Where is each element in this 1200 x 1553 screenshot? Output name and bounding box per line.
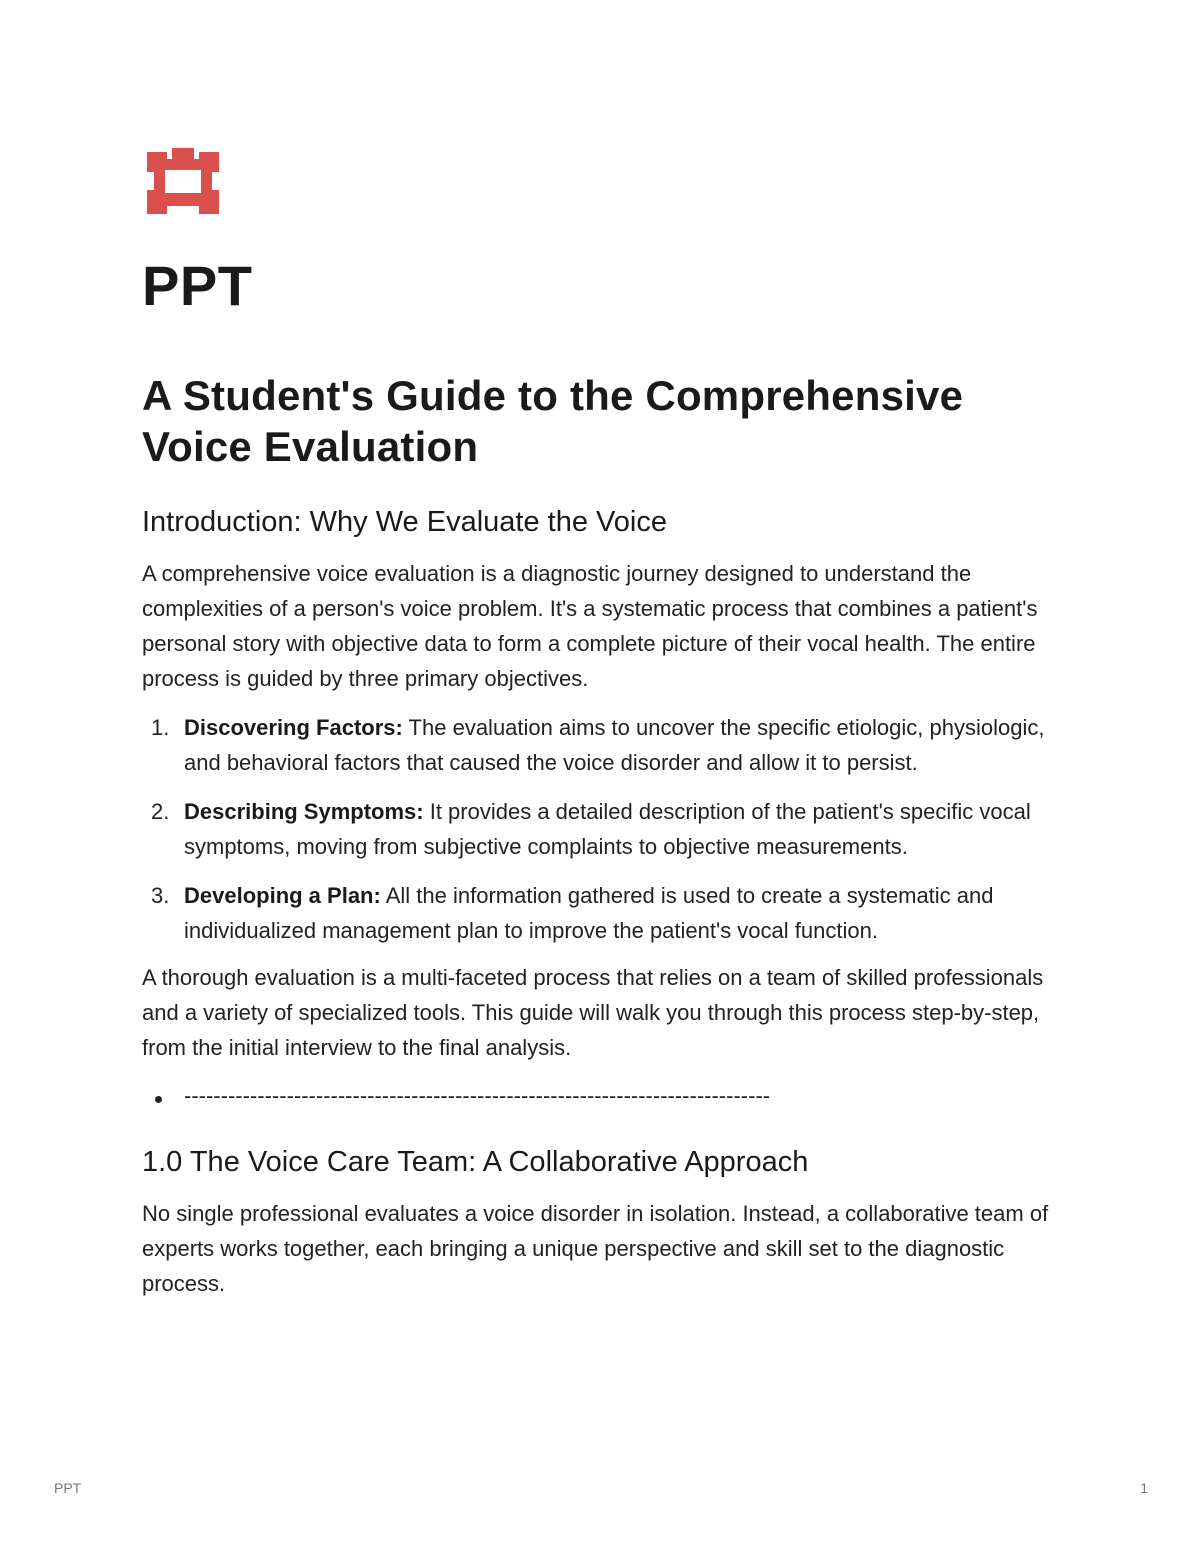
castle-frame-icon [146,147,220,215]
list-item-number: 2. [151,799,170,824]
section-paragraph: No single professional evaluates a voice disorder in isolation. Instead, a collaborative team of experts works together, each bringing a unique perspective and skill set to the diagnostic process. [142,1201,1049,1296]
list-item-text: It provides a detailed description of the patient's specific vocal symptoms, moving from subjective complaints to objective measurements. [184,799,1031,859]
footer-title: PPT [54,1480,82,1496]
guide-heading [142,370,1062,472]
list-item-term: Discovering Factors: [184,715,403,740]
objectives-list [142,710,1062,948]
list-item-term: Developing a Plan: [184,883,381,908]
document-body [142,370,1062,1301]
list-item-number: 1. [151,715,170,740]
intro-paragraph: A comprehensive voice evaluation is a diagnostic journey designed to understand the complexities of a person's voice problem. It's a systematic process that combines a patient's personal story with objective data to form a complete picture of their vocal health. The entire process is guided by three primary objectives. [142,561,1038,691]
bullet-icon [155,1096,162,1103]
section-heading: 1.0 The Voice Care Team: A Collaborative Approach [142,1146,809,1178]
list-item [142,794,1062,864]
guide-heading-line-1: A Student's Guide to the Comprehensive [142,372,964,419]
intro-closing-paragraph: A thorough evaluation is a multi-faceted process that relies on a team of skilled professionals and a variety of specialized tools. This guide will walk you through this process step-by-step, from the initial interview to the final analysis. [142,965,1044,1060]
guide-heading-line-2: Voice Evaluation [142,423,479,470]
list-item-term: Describing Symptoms: [184,799,424,824]
divider-list [142,1078,1062,1113]
list-item-number: 3. [151,883,170,908]
list-item [142,1078,1062,1113]
list-item-text: The evaluation aims to uncover the specific etiologic, physiologic, and behavioral factors that caused the voice disorder and allow it to persist. [184,715,1045,775]
document-title: PPT [142,254,253,317]
page-number: 1 [1140,1480,1148,1496]
list-item-text: All the information gathered is used to create a systematic and individualized management plan to improve the patient's vocal function. [184,883,994,943]
list-item [142,878,1062,948]
list-item [142,710,1062,780]
intro-heading: Introduction: Why We Evaluate the Voice [142,506,667,538]
divider-line: -------------------------------------------------------------------------------- [184,1083,771,1108]
